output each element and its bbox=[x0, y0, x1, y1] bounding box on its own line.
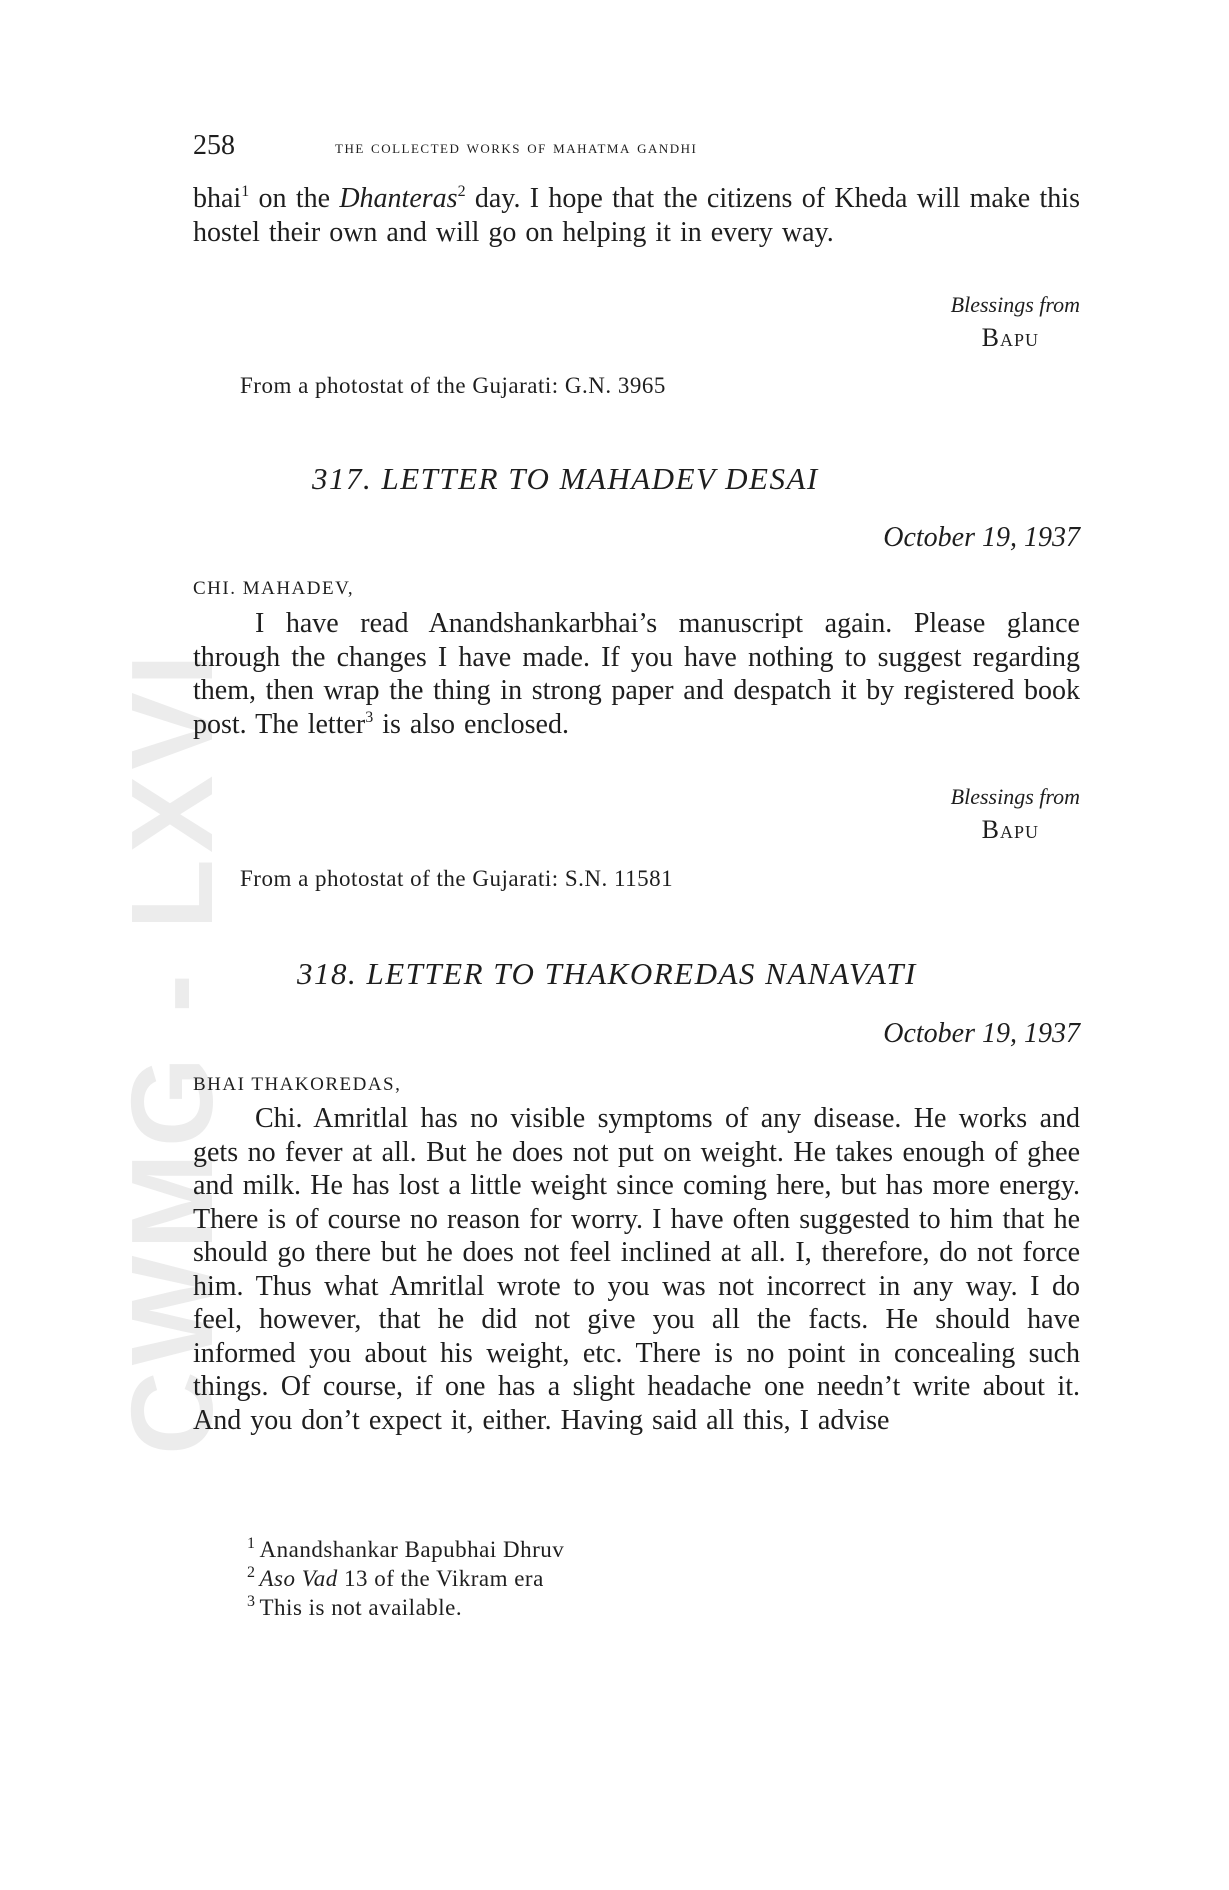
footnote-mark: 1 bbox=[247, 1535, 256, 1552]
text-run: I have read Anandshankarbhai’s manuscript again. Please glance through the changes I have made. If you have nothing to suggest regarding them, then wrap the thing in strong paper and despatch it by registered book post. The letter bbox=[193, 608, 1080, 740]
blessings-line: Blessings from bbox=[950, 292, 1080, 317]
footnote-text: 13 of the Vikram era bbox=[337, 1566, 544, 1591]
footnote-text: This is not available. bbox=[259, 1595, 463, 1620]
footnote-3 bbox=[247, 1593, 462, 1621]
source-note: From a photostat of the Gujarati: S.N. 11581 bbox=[240, 866, 674, 891]
letter-title: 318. LETTER TO THAKOREDAS NANAVATI bbox=[297, 956, 917, 991]
footnote-2 bbox=[247, 1564, 544, 1592]
footnote-mark: 2 bbox=[247, 1564, 256, 1581]
text-run: day. I hope that the citizens of Kheda will make this hostel their own and will go on helping it in every way. bbox=[193, 183, 1080, 248]
footnote-mark: 3 bbox=[247, 1593, 256, 1610]
signature: Bapu bbox=[981, 323, 1039, 352]
footnote-1 bbox=[247, 1535, 564, 1563]
continuation-paragraph bbox=[193, 182, 1080, 249]
italic-term: Dhanteras bbox=[339, 183, 458, 214]
footnote-italic: Aso Vad bbox=[259, 1566, 338, 1591]
footnote-ref-1: 1 bbox=[241, 183, 250, 200]
footnote-ref-2: 2 bbox=[457, 183, 466, 200]
letter-body: Chi. Amritlal has no visible symptoms of any disease. He works and gets no fever at all. But he does not put on weight. He takes enough of ghee and milk. He has lost a little weight since coming here, but has more energy. There is of course no reason for worry. I have often suggested to him that he should go there but he does not feel inclined at all. I, therefore, do not force him. Thus what Amritlal wrote to you was not incorrect in any way. I do feel, however, that he did not give you all the facts. He should have informed you about his weight, etc. There is no point in concealing such things. Of course, if one has a slight headache one needn’t write about it. And you don’t expect it, either. Having said all this, I advise bbox=[193, 1103, 1080, 1436]
running-title: the collected works of mahatma gandhi bbox=[335, 137, 698, 158]
footnote-text: Anandshankar Bapubhai Dhruv bbox=[259, 1537, 565, 1562]
text-run: on the bbox=[249, 183, 340, 214]
signature: Bapu bbox=[981, 815, 1039, 844]
salutation: BHAI THAKOREDAS, bbox=[193, 1074, 402, 1095]
text-run: is also enclosed. bbox=[373, 708, 569, 740]
footnote-ref-3: 3 bbox=[365, 708, 374, 726]
page-number: 258 bbox=[193, 130, 235, 161]
blessings-line: Blessings from bbox=[950, 784, 1080, 809]
letter-date: October 19, 1937 bbox=[883, 522, 1080, 553]
letter-date: October 19, 1937 bbox=[883, 1018, 1080, 1049]
source-note: From a photostat of the Gujarati: G.N. 3965 bbox=[240, 373, 666, 398]
letter-title: 317. LETTER TO MAHADEV DESAI bbox=[312, 461, 819, 496]
letter-body bbox=[193, 607, 1080, 741]
text-run: bhai bbox=[193, 183, 242, 214]
watermark: CWMG - LXVI bbox=[107, 647, 237, 1455]
salutation: CHI. MAHADEV, bbox=[193, 578, 355, 599]
